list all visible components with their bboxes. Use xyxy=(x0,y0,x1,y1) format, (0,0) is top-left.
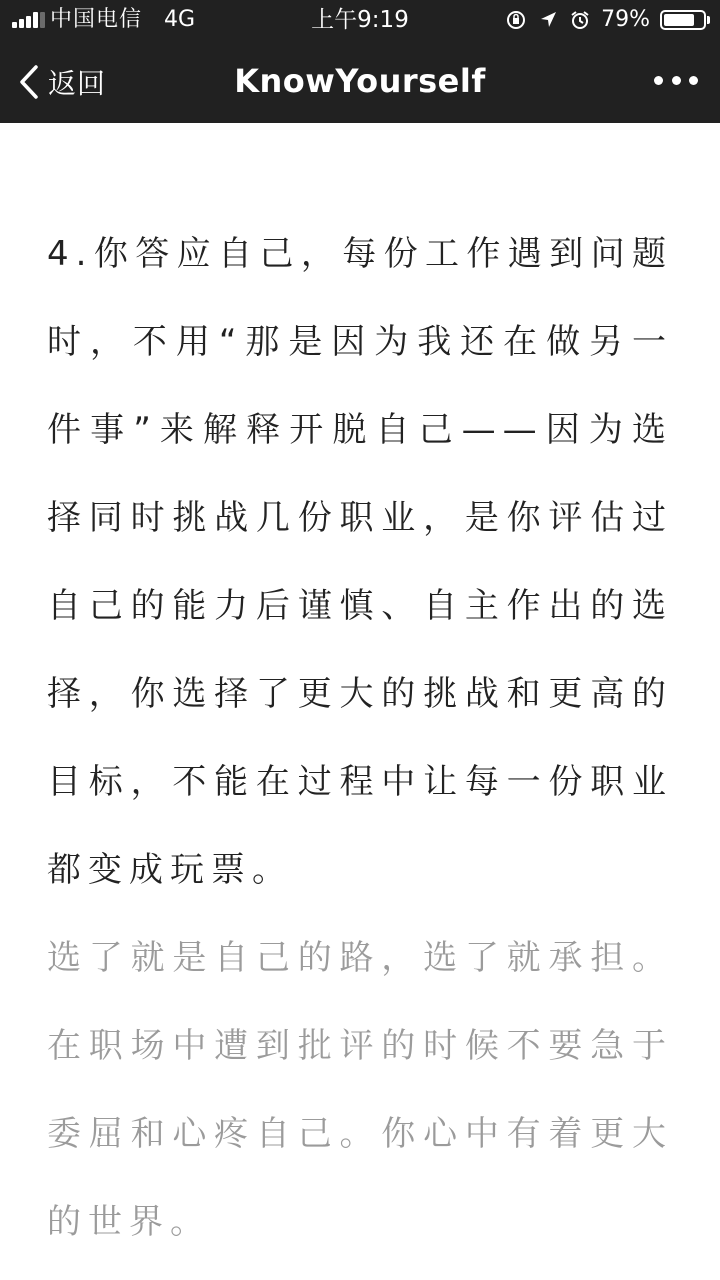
back-button[interactable] xyxy=(18,60,106,104)
alarm-icon xyxy=(569,9,591,31)
navigation-bar xyxy=(0,40,720,123)
status-time: 上午9:19 xyxy=(311,7,409,33)
orientation-lock-icon xyxy=(505,9,527,31)
more-dot-icon xyxy=(672,76,681,85)
article-paragraph-muted: 选了就是自己的路，选了就承担。在职场中遭到批评的时候不要急于委屈和心疼自己。你心中有着更大的世界。 xyxy=(47,938,673,1242)
top-bar xyxy=(0,0,720,123)
more-dot-icon xyxy=(689,76,698,85)
back-label: 返回 xyxy=(48,67,107,100)
article-body xyxy=(47,210,673,1266)
more-options-button[interactable] xyxy=(654,74,698,86)
page-title: KnowYourself xyxy=(234,62,486,100)
status-bar xyxy=(0,0,720,40)
battery-percent: 79% xyxy=(601,7,650,32)
carrier-name: 中国电信 xyxy=(50,7,143,32)
battery-icon xyxy=(660,10,706,30)
chevron-left-icon xyxy=(18,64,40,100)
status-icons xyxy=(505,0,706,40)
location-icon xyxy=(537,9,559,31)
article-paragraph: 4.你答应自己，每份工作遇到问题时，不用“那是因为我还在做另一件事”来解释开脱自己——因为选择同时挑战几份职业，是你评估过自己的能力后谨慎、自主作出的选择，你选择了更大的挑战和更高的目标，不能在过程中让每一份职业都变成玩票。 xyxy=(47,234,673,890)
network-type: 4G xyxy=(164,7,196,32)
more-dot-icon xyxy=(654,76,663,85)
